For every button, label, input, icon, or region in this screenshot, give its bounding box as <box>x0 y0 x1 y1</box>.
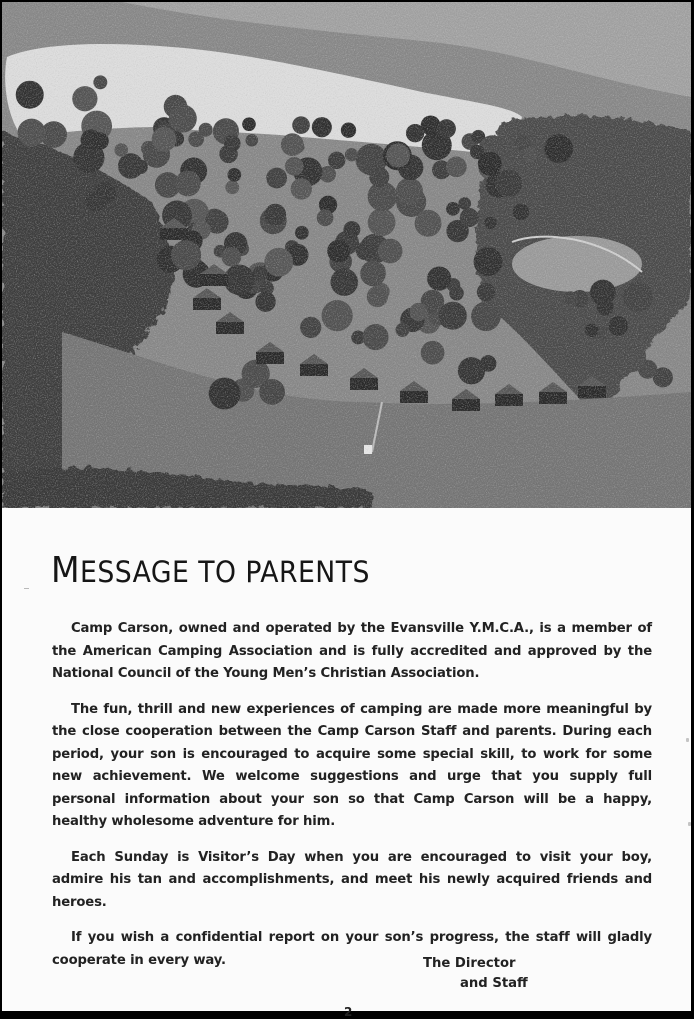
tree <box>253 266 268 281</box>
tree <box>259 379 285 405</box>
tree <box>514 134 530 150</box>
cabin <box>200 274 228 286</box>
tree <box>266 168 287 189</box>
tree <box>345 148 358 161</box>
tree <box>343 221 360 238</box>
tree <box>458 197 471 210</box>
message-body <box>52 618 652 985</box>
title-initial: M <box>51 550 81 591</box>
tree <box>300 317 321 338</box>
tree <box>460 208 479 227</box>
tree <box>291 178 312 199</box>
tree <box>95 182 116 203</box>
tree <box>439 302 467 330</box>
tree <box>152 127 177 152</box>
tree <box>188 131 204 147</box>
tree <box>623 282 653 312</box>
cabin <box>256 352 284 364</box>
tree <box>484 217 496 229</box>
tree <box>328 152 345 169</box>
tree <box>114 143 128 157</box>
scan-speck <box>688 822 691 826</box>
tree <box>17 119 45 147</box>
tree <box>409 303 427 321</box>
cabin <box>495 394 523 406</box>
tree <box>362 324 388 350</box>
paragraph-visitors-day: Each Sunday is Visitor’s Day when you are encouraged to visit your boy, admire his tan and accomplishments, and meet his newly acquired friends and heroes. <box>52 849 652 910</box>
page-number: 2 <box>344 1005 353 1019</box>
tree <box>317 209 334 226</box>
tree <box>369 167 389 187</box>
tree <box>341 123 356 138</box>
clearing <box>512 236 642 292</box>
cabin <box>578 386 606 398</box>
tree <box>225 180 239 194</box>
tree <box>386 144 410 168</box>
tree <box>585 324 598 337</box>
tree <box>295 226 309 240</box>
tree <box>415 210 442 237</box>
paragraph-cooperation: The fun, thrill and new experiences of camping are made more meaningful by the close cooperation between the Camp Carson Staff and parents. During each period, your son is encouraged to acquire some special skill, to work for some new achievement. We welcome suggestions and urge that you supply full personal information about your son so that Camp Carson will be a happy, healthy wholesome adventure for him. <box>52 701 652 829</box>
cabin <box>193 298 221 310</box>
small-shed <box>364 445 372 454</box>
tree <box>16 81 44 109</box>
tree <box>564 291 578 305</box>
signature <box>423 954 528 994</box>
tree <box>92 132 109 149</box>
title-rest: ESSAGE TO PARENTS <box>80 555 370 589</box>
tree <box>421 341 445 365</box>
tree <box>458 357 485 384</box>
tree <box>495 170 522 197</box>
paragraph-progress-report: If you wish a confidential report on your son’s progress, the staff will gladly cooperate in every way. <box>52 930 652 968</box>
photo-content <box>2 2 691 508</box>
tree <box>437 119 456 138</box>
signature-line-staff: and Staff <box>460 976 528 991</box>
tree <box>396 178 423 205</box>
tree <box>590 280 616 306</box>
cabin <box>350 378 378 390</box>
scan-speck <box>686 738 689 742</box>
tree <box>169 105 197 133</box>
tree <box>264 248 293 277</box>
tree <box>118 153 143 178</box>
page-title <box>51 550 370 591</box>
tree <box>427 266 451 290</box>
tree <box>292 116 310 134</box>
tree <box>264 204 286 226</box>
tree <box>72 86 97 111</box>
tree <box>513 204 529 220</box>
tree <box>93 75 107 89</box>
cabin <box>160 228 188 240</box>
aerial-camp-photo <box>2 2 691 508</box>
tree <box>327 240 350 263</box>
tree <box>209 378 241 410</box>
tree <box>175 171 201 197</box>
tree <box>228 168 242 182</box>
tree <box>616 342 646 372</box>
tree <box>171 240 201 270</box>
cabin <box>539 392 567 404</box>
tree <box>471 301 501 331</box>
tree <box>330 268 358 296</box>
cabin <box>216 322 244 334</box>
tree <box>367 286 388 307</box>
tree <box>222 247 242 267</box>
tree <box>378 239 403 264</box>
tree <box>474 247 503 276</box>
margin-mark <box>24 588 29 589</box>
tree <box>281 133 304 156</box>
tree <box>406 124 424 142</box>
tree <box>609 316 629 336</box>
tree <box>395 323 409 337</box>
tree <box>246 134 259 147</box>
tree <box>446 157 467 178</box>
aerial-camp-photo-art <box>2 2 691 508</box>
tree <box>224 135 241 152</box>
paragraph-membership: Camp Carson, owned and operated by the Evansville Y.M.C.A., is a member of the American Camping Association and is fully accredited and approved by the National Council of the Young Men’s Christian Association. <box>52 621 652 681</box>
tree <box>449 286 464 301</box>
tree <box>312 117 332 137</box>
tree <box>356 241 375 260</box>
tree <box>360 261 386 287</box>
tree <box>478 152 502 176</box>
tree <box>224 265 255 296</box>
tree <box>446 202 460 216</box>
tree <box>322 300 353 331</box>
tree <box>255 292 275 312</box>
tree <box>477 283 495 301</box>
cabin <box>300 364 328 376</box>
tree <box>368 208 396 236</box>
cabin <box>400 391 428 403</box>
tree <box>544 134 573 163</box>
tree <box>285 157 304 176</box>
cabin <box>452 399 480 411</box>
signature-line-director: The Director <box>423 956 516 971</box>
tree <box>242 117 256 131</box>
brochure-page <box>2 2 691 1019</box>
